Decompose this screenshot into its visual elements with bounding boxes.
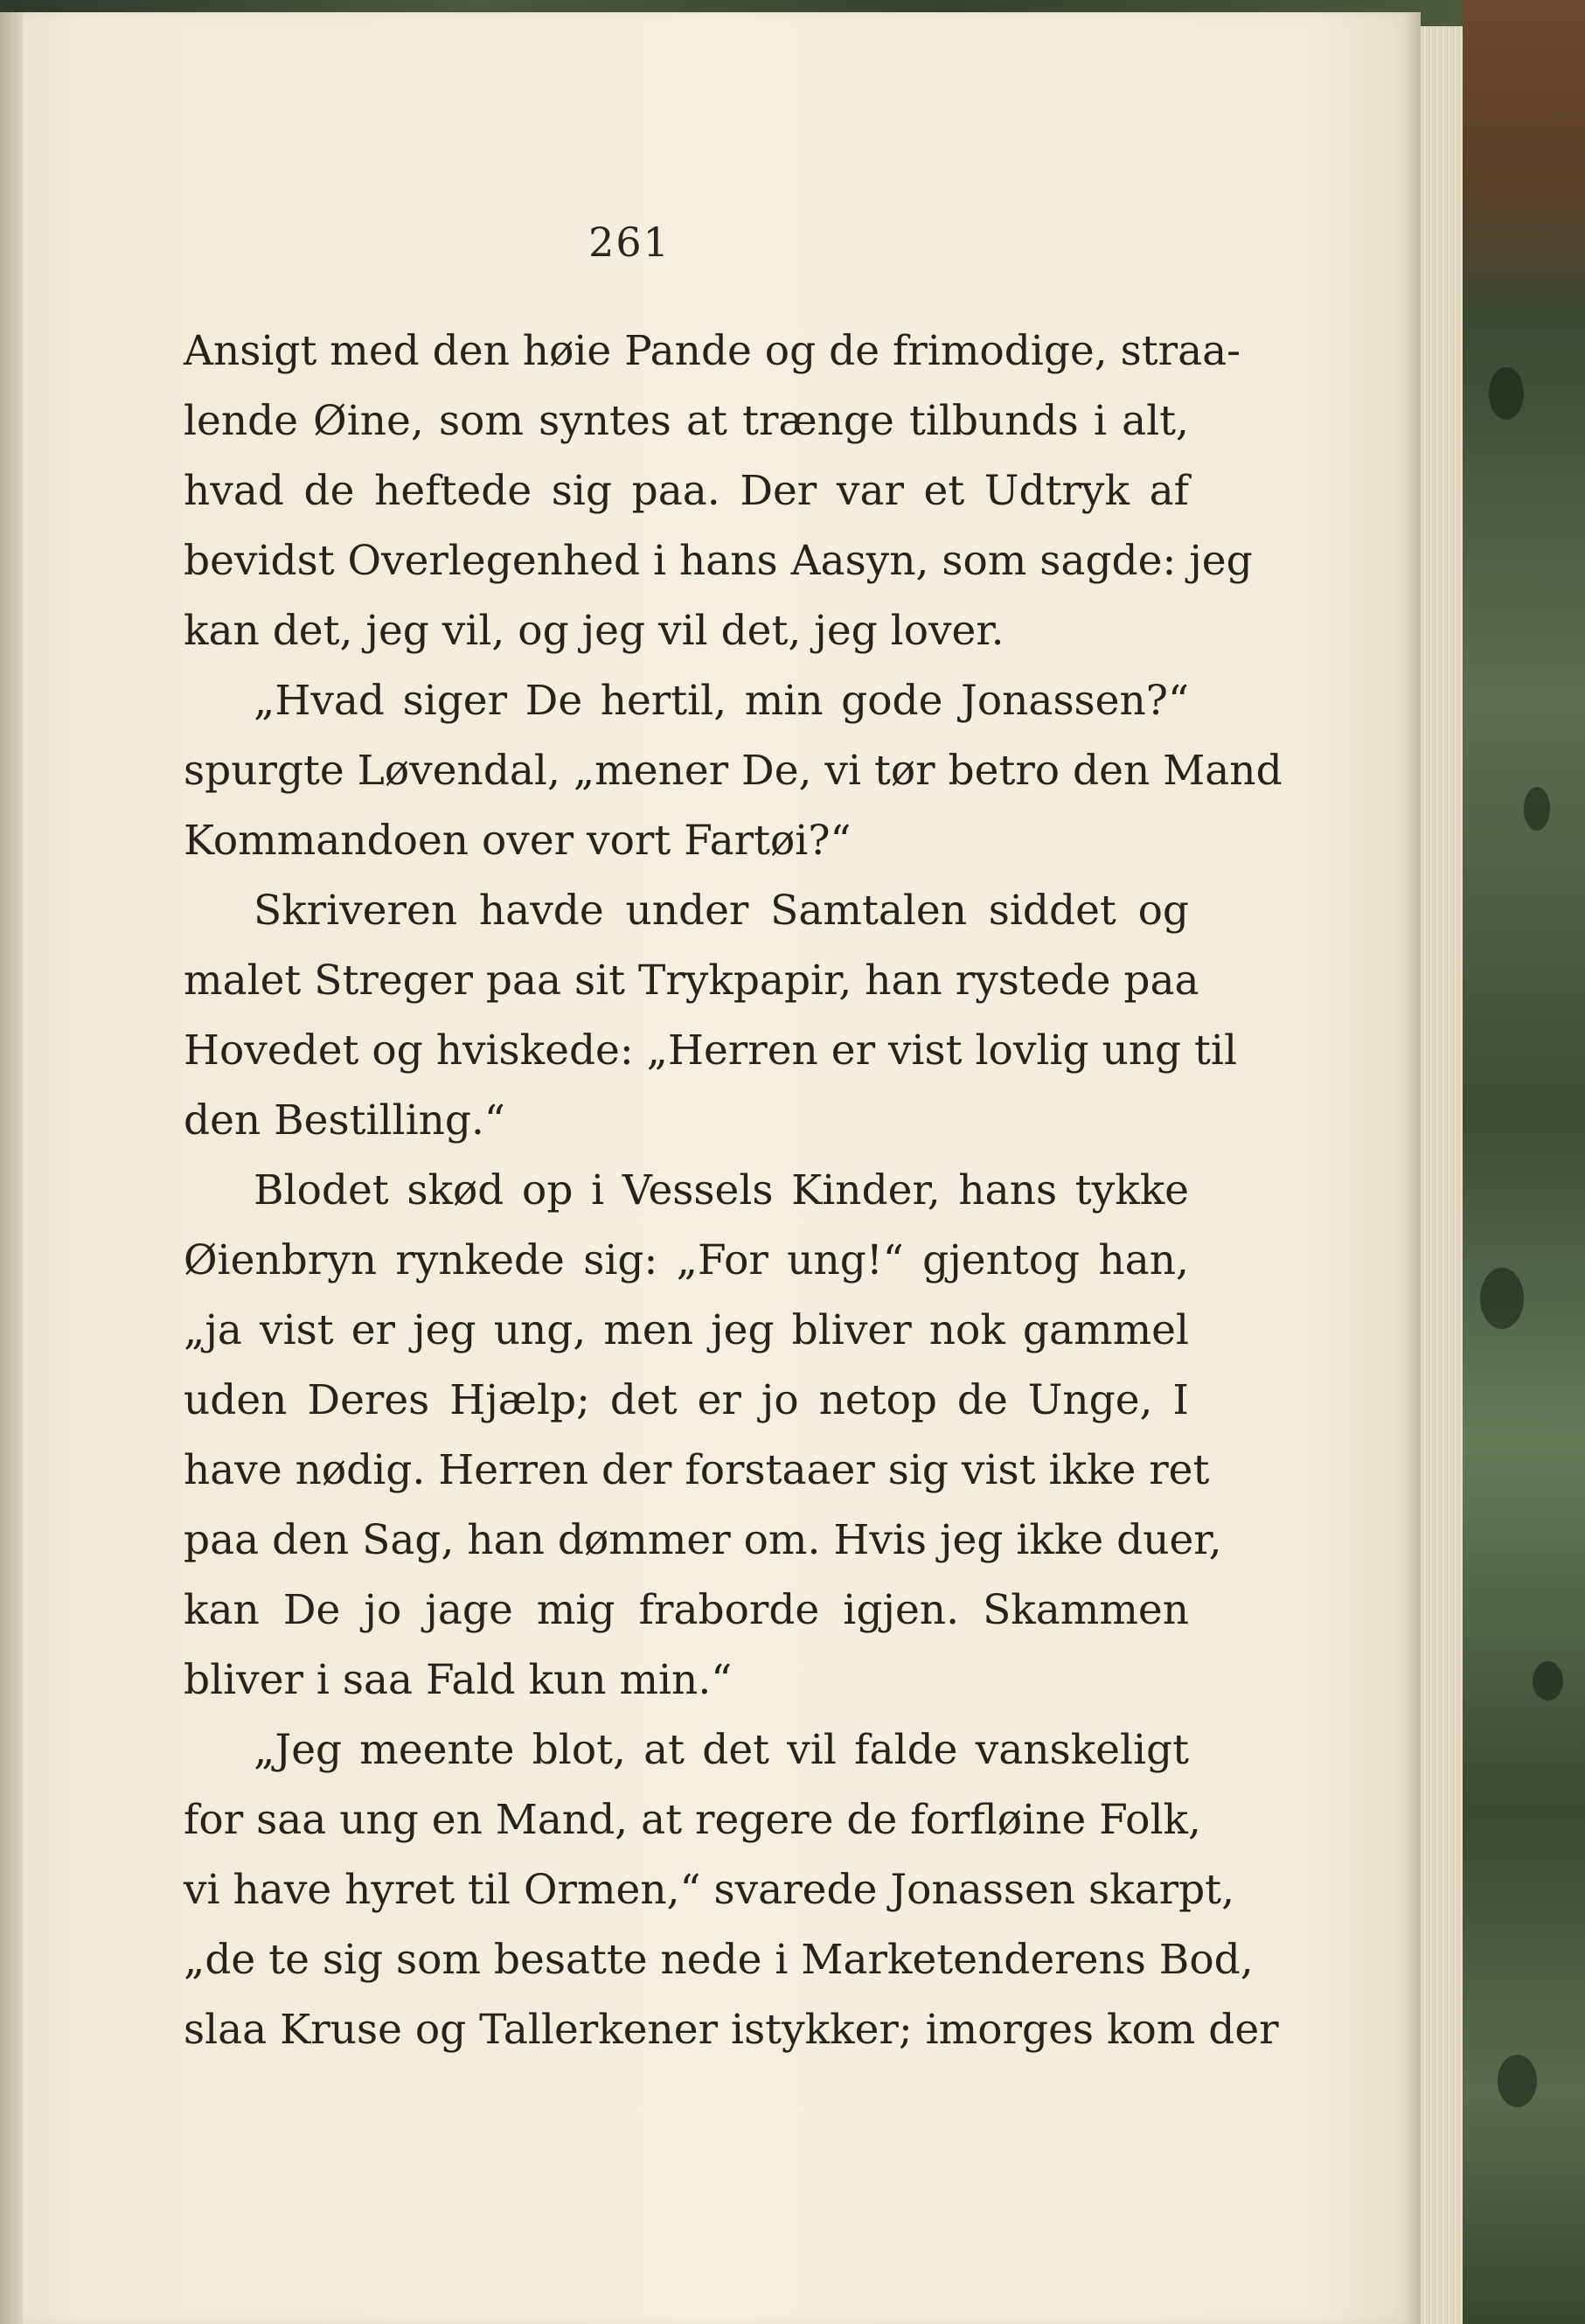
text-line: for saa ung en Mand, at regere de forfløine Folk, xyxy=(184,1796,1201,1844)
text-line: hvad de heftede sig paa. Der var et Udtryk af xyxy=(184,467,1189,515)
text-line: lende Øine, som syntes at trænge tilbunds i alt, xyxy=(184,397,1189,445)
book-cover-edge xyxy=(1463,0,1585,2324)
text-line: kan det, jeg vil, og jeg vil det, jeg lover. xyxy=(184,607,1005,655)
text-line: Hovedet og hviskede: „Herren er vist lovlig ung til xyxy=(184,1026,1237,1075)
text-line: „Hvad siger De hertil, min gode Jonassen?“ xyxy=(254,677,1189,725)
text-line: uden Deres Hjælp; det er jo netop de Unge, I xyxy=(184,1376,1189,1424)
text-line: bevidst Overlegenhed i hans Aasyn, som sagde: jeg xyxy=(184,537,1253,585)
text-line: den Bestilling.“ xyxy=(184,1096,505,1145)
text-line: „ja vist er jeg ung, men jeg bliver nok gammel xyxy=(184,1306,1189,1354)
text-line: Kommandoen over vort Fartøi?“ xyxy=(184,817,852,865)
text-line: Skriveren havde under Samtalen siddet og xyxy=(254,887,1189,935)
text-line: „de te sig som besatte nede i Marketenderens Bod, xyxy=(184,1936,1254,1984)
text-line: Ansigt med den høie Pande og de frimodige, straa- xyxy=(184,327,1241,375)
page-stack-edge xyxy=(1421,26,1463,2324)
text-line: spurgte Løvendal, „mener De, vi tør betro den Mand xyxy=(184,747,1283,795)
text-line: Øienbryn rynkede sig: „For ung!“ gjentog han, xyxy=(184,1236,1189,1284)
page-gutter xyxy=(0,12,23,2324)
text-line: paa den Sag, han dømmer om. Hvis jeg ikke duer, xyxy=(184,1516,1222,1564)
text-line: kan De jo jage mig fraborde igjen. Skammen xyxy=(184,1586,1189,1634)
text-line: Blodet skød op i Vessels Kinder, hans tykke xyxy=(254,1166,1189,1214)
body-text xyxy=(184,317,1283,2065)
text-line: bliver i saa Fald kun min.“ xyxy=(184,1656,733,1704)
page-number: 261 xyxy=(588,219,671,266)
text-line: malet Streger paa sit Trykpapir, han rystede paa xyxy=(184,957,1199,1005)
text-line: vi have hyret til Ormen,“ svarede Jonassen skarpt, xyxy=(184,1866,1235,1914)
text-line: slaa Kruse og Tallerkener istykker; imorges kom der xyxy=(184,2006,1279,2054)
text-line: „Jeg meente blot, at det vil falde vanskeligt xyxy=(254,1726,1189,1774)
text-line: have nødig. Herren der forstaaer sig vist ikke ret xyxy=(184,1446,1210,1494)
